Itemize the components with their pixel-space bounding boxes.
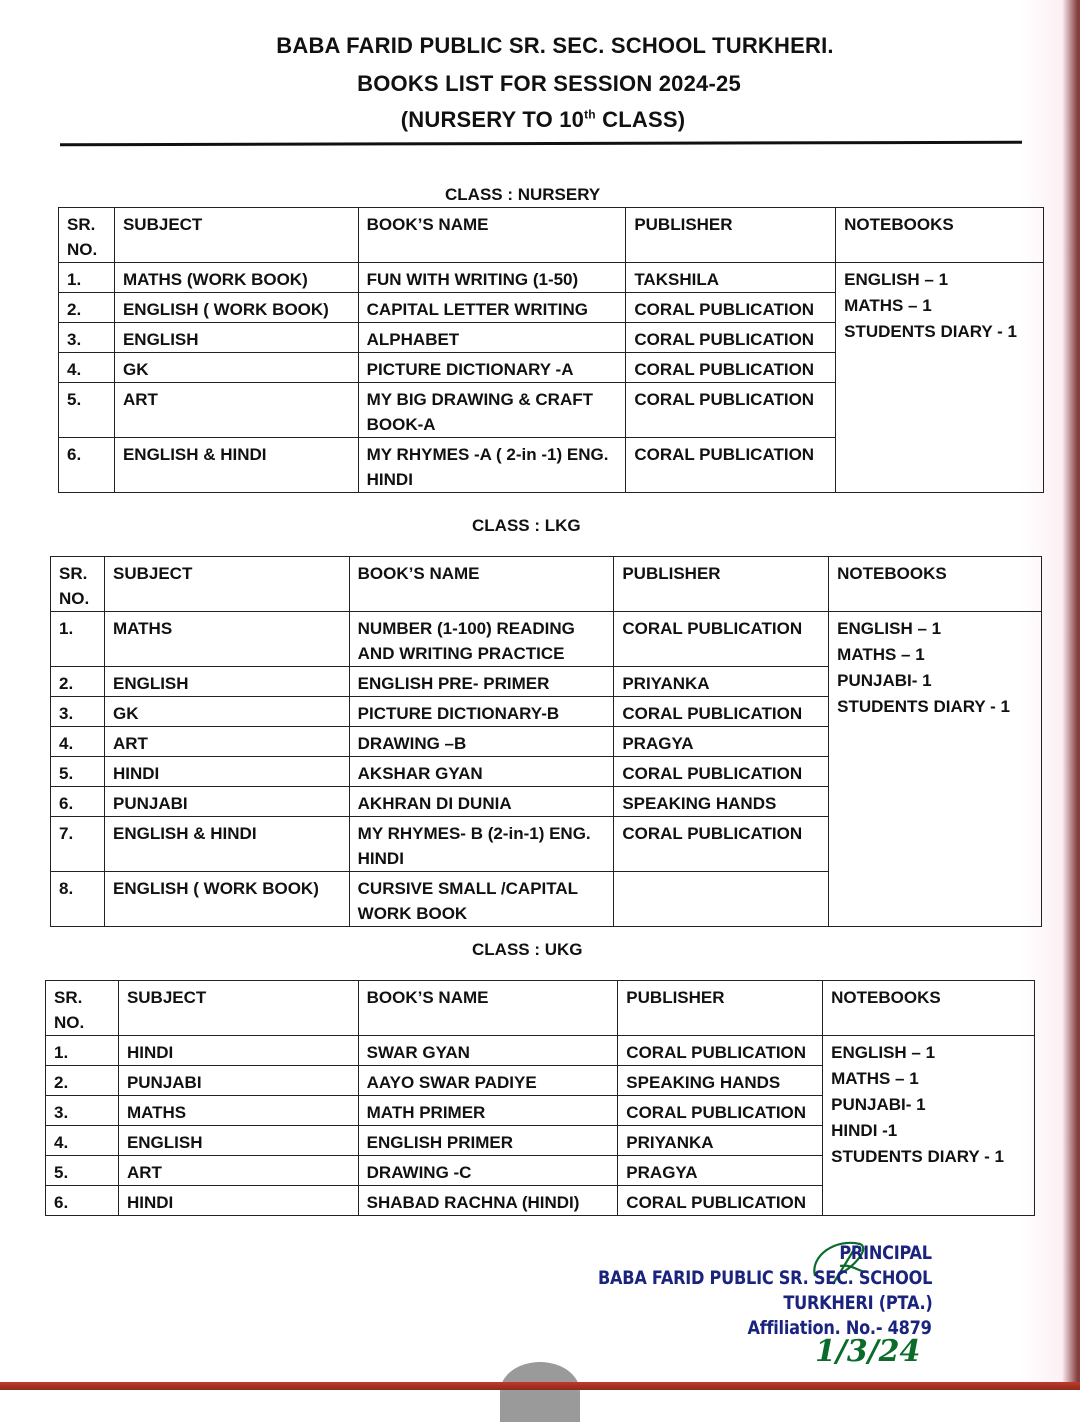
- cell-subject: MATHS: [104, 612, 349, 667]
- notebook-item: ENGLISH – 1: [837, 619, 942, 638]
- cell-subject: ENGLISH & HINDI: [104, 817, 349, 872]
- cell-book: DRAWING –B: [349, 727, 614, 757]
- cell-sr: 3.: [51, 697, 105, 727]
- cell-sr: 4.: [59, 353, 115, 383]
- cell-publisher: TAKSHILA: [626, 263, 836, 293]
- ukg-table: [45, 980, 1035, 1216]
- header-sr-no: SR. NO.: [46, 981, 119, 1036]
- cell-publisher: CORAL PUBLICATION: [614, 817, 829, 872]
- notebook-item: STUDENTS DIARY - 1: [831, 1147, 1004, 1166]
- cell-publisher: SPEAKING HANDS: [614, 787, 829, 817]
- cell-publisher: CORAL PUBLICATION: [618, 1186, 823, 1216]
- page-bottom-edge: [0, 1382, 1080, 1390]
- stamp-principal: PRINCIPAL: [839, 1242, 932, 1264]
- cell-publisher: PRIYANKA: [618, 1126, 823, 1156]
- header-subject: SUBJECT: [104, 557, 349, 612]
- class-range-sup: th: [584, 107, 596, 122]
- header-notebooks: NOTEBOOKS: [836, 208, 1044, 263]
- cell-publisher: CORAL PUBLICATION: [626, 293, 836, 323]
- class-label-nursery: CLASS : NURSERY: [445, 185, 601, 204]
- notebook-item: ENGLISH – 1: [831, 1043, 936, 1062]
- table-header-row: [46, 981, 1035, 1036]
- header-notebooks: NOTEBOOKS: [829, 557, 1042, 612]
- nursery-table: [58, 207, 1044, 493]
- cell-subject: GK: [114, 353, 358, 383]
- cell-subject: ENGLISH: [114, 323, 358, 353]
- cell-sr: 5.: [51, 757, 105, 787]
- stamp-affiliation: Affiliation. No.- 4879: [747, 1317, 932, 1339]
- cell-publisher: [614, 872, 829, 927]
- cell-sr: 1.: [51, 612, 105, 667]
- header-notebooks: NOTEBOOKS: [823, 981, 1035, 1036]
- cell-sr: 4.: [46, 1126, 119, 1156]
- cell-book: MY BIG DRAWING & CRAFT BOOK-A: [358, 383, 626, 438]
- cell-book: PICTURE DICTIONARY-B: [349, 697, 614, 727]
- cell-book: SHABAD RACHNA (HINDI): [358, 1186, 618, 1216]
- cell-publisher: CORAL PUBLICATION: [626, 383, 836, 438]
- cell-subject: ENGLISH & HINDI: [114, 438, 358, 493]
- cell-book: NUMBER (1-100) READING AND WRITING PRACTICE: [349, 612, 614, 667]
- cell-notebooks: [823, 1036, 1035, 1216]
- cell-sr: 2.: [59, 293, 115, 323]
- cell-notebooks: [829, 612, 1042, 927]
- notebook-item: HINDI -1: [831, 1121, 898, 1140]
- class-range-prefix: (NURSERY TO 10: [400, 107, 585, 132]
- cell-subject: MATHS: [118, 1096, 358, 1126]
- cell-subject: ENGLISH ( WORK BOOK): [104, 872, 349, 927]
- cell-book: DRAWING -C: [358, 1156, 618, 1186]
- cell-subject: HINDI: [104, 757, 349, 787]
- cell-subject: HINDI: [118, 1186, 358, 1216]
- cell-book: CAPITAL LETTER WRITING: [358, 293, 626, 323]
- header-publisher: PUBLISHER: [618, 981, 823, 1036]
- table-row: [46, 1036, 1035, 1066]
- notebook-item: MATHS – 1: [831, 1069, 919, 1088]
- cell-book: ALPHABET: [358, 323, 626, 353]
- header-book-name: BOOK’S NAME: [349, 557, 614, 612]
- cell-book: ENGLISH PRE- PRIMER: [349, 667, 614, 697]
- cell-publisher: CORAL PUBLICATION: [626, 323, 836, 353]
- header-sr-no: SR. NO.: [51, 557, 105, 612]
- header-sr-no: SR. NO.: [59, 208, 115, 263]
- cell-book: ENGLISH PRIMER: [358, 1126, 618, 1156]
- school-name: BABA FARID PUBLIC SR. SEC. SCHOOL TURKHERI.: [276, 33, 834, 58]
- table-row: [51, 612, 1042, 667]
- cell-subject: MATHS (WORK BOOK): [114, 263, 358, 293]
- notebook-item: STUDENTS DIARY - 1: [844, 322, 1017, 341]
- stamp-location: TURKHERI (PTA.): [782, 1292, 932, 1314]
- cell-publisher: CORAL PUBLICATION: [626, 438, 836, 493]
- cell-notebooks: [836, 263, 1044, 493]
- cell-publisher: CORAL PUBLICATION: [618, 1036, 823, 1066]
- stamp-school-name: BABA FARID PUBLIC SR. SEC. SCHOOL: [597, 1267, 932, 1289]
- class-label-lkg: CLASS : LKG: [472, 516, 581, 535]
- cell-subject: ENGLISH ( WORK BOOK): [114, 293, 358, 323]
- cell-book: MATH PRIMER: [358, 1096, 618, 1126]
- cell-sr: 3.: [46, 1096, 119, 1126]
- class-range: [3, 107, 1080, 133]
- header-subject: SUBJECT: [114, 208, 358, 263]
- cell-book: AKSHAR GYAN: [349, 757, 614, 787]
- cell-book: CURSIVE SMALL /CAPITAL WORK BOOK: [349, 872, 614, 927]
- cell-sr: 6.: [59, 438, 115, 493]
- cell-sr: 3.: [59, 323, 115, 353]
- class-label-ukg: CLASS : UKG: [472, 940, 583, 959]
- cell-book: SWAR GYAN: [358, 1036, 618, 1066]
- header-divider: [60, 141, 1022, 147]
- cell-subject: ART: [118, 1156, 358, 1186]
- cell-subject: PUNJABI: [118, 1066, 358, 1096]
- cell-publisher: CORAL PUBLICATION: [614, 612, 829, 667]
- cell-publisher: CORAL PUBLICATION: [614, 697, 829, 727]
- table-row: [59, 263, 1044, 293]
- cell-subject: GK: [104, 697, 349, 727]
- notebook-item: STUDENTS DIARY - 1: [837, 697, 1011, 716]
- lkg-table: [50, 556, 1042, 927]
- table-header-row: [59, 208, 1044, 263]
- cell-book: AKHRAN DI DUNIA: [349, 787, 614, 817]
- cell-sr: 1.: [46, 1036, 119, 1066]
- cell-publisher: CORAL PUBLICATION: [614, 757, 829, 787]
- cell-subject: ENGLISH: [104, 667, 349, 697]
- cell-book: MY RHYMES -A ( 2-in -1) ENG. HINDI: [358, 438, 626, 493]
- principal-stamp: [597, 1236, 940, 1386]
- cell-sr: 7.: [51, 817, 105, 872]
- cell-sr: 2.: [51, 667, 105, 697]
- signature-date: 1/3/24: [815, 1334, 921, 1369]
- cell-sr: 4.: [51, 727, 105, 757]
- cell-book: FUN WITH WRITING (1-50): [358, 263, 626, 293]
- cell-subject: PUNJABI: [104, 787, 349, 817]
- cell-publisher: CORAL PUBLICATION: [618, 1096, 823, 1126]
- class-range-suffix: CLASS): [595, 107, 686, 132]
- list-title: BOOKS LIST FOR SESSION 2024-25: [357, 71, 741, 96]
- cell-sr: 6.: [46, 1186, 119, 1216]
- header-book-name: BOOK’S NAME: [358, 208, 626, 263]
- cell-subject: ART: [104, 727, 349, 757]
- cell-subject: ART: [114, 383, 358, 438]
- cell-publisher: PRAGYA: [614, 727, 829, 757]
- notebook-item: MATHS – 1: [844, 296, 932, 315]
- header-subject: SUBJECT: [118, 981, 358, 1036]
- notebook-item: MATHS – 1: [837, 645, 925, 664]
- cell-publisher: PRIYANKA: [614, 667, 829, 697]
- notebook-item: PUNJABI- 1: [837, 671, 932, 690]
- thumb-shadow: [500, 1362, 580, 1422]
- cell-publisher: CORAL PUBLICATION: [626, 353, 836, 383]
- cell-publisher: SPEAKING HANDS: [618, 1066, 823, 1096]
- header-publisher: PUBLISHER: [614, 557, 829, 612]
- cell-book: PICTURE DICTIONARY -A: [358, 353, 626, 383]
- table-header-row: [51, 557, 1042, 612]
- notebook-item: ENGLISH – 1: [844, 270, 949, 289]
- cell-sr: 2.: [46, 1066, 119, 1096]
- cell-sr: 5.: [59, 383, 115, 438]
- cell-sr: 8.: [51, 872, 105, 927]
- cell-sr: 6.: [51, 787, 105, 817]
- notebook-item: PUNJABI- 1: [831, 1095, 926, 1114]
- cell-subject: HINDI: [118, 1036, 358, 1066]
- cell-publisher: PRAGYA: [618, 1156, 823, 1186]
- header-publisher: PUBLISHER: [626, 208, 836, 263]
- cell-book: MY RHYMES- B (2-in-1) ENG. HINDI: [349, 817, 614, 872]
- header-book-name: BOOK’S NAME: [358, 981, 618, 1036]
- cell-book: AAYO SWAR PADIYE: [358, 1066, 618, 1096]
- cell-sr: 1.: [59, 263, 115, 293]
- cell-sr: 5.: [46, 1156, 119, 1186]
- cell-subject: ENGLISH: [118, 1126, 358, 1156]
